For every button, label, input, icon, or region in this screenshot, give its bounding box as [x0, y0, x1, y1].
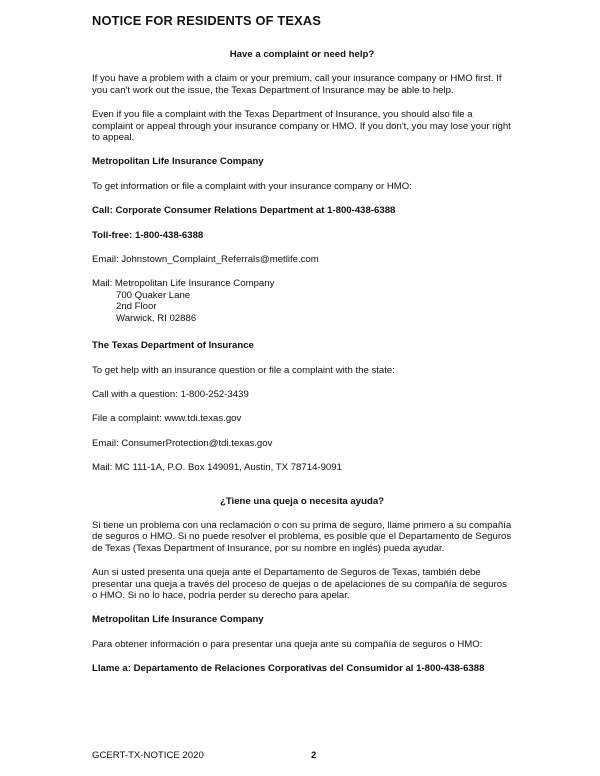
- spanish-section: [92, 496, 512, 675]
- tdi-email-line: Email: ConsumerProtection@tdi.texas.gov: [92, 437, 273, 449]
- company-heading-english: Metropolitan Life Insurance Company: [92, 156, 264, 168]
- company-mail-address: [92, 278, 512, 324]
- mail-address-line-3: 2nd Floor: [116, 301, 157, 313]
- english-section-heading: Have a complaint or need help?: [229, 49, 375, 60]
- mail-address-line-4: Warwick, RI 02886: [116, 312, 197, 324]
- page-title: NOTICE FOR RESIDENTS OF TEXAS: [92, 13, 322, 28]
- tdi-info-line: To get help with an insurance question or file a complaint with the state:: [92, 364, 395, 376]
- tdi-heading: The Texas Department of Insurance: [92, 340, 254, 352]
- tdi-call-line: Call with a question: 1-800-252-3439: [92, 388, 249, 400]
- spanish-paragraph-2: Aun si usted presenta una queja ante el Departamento de Seguros de Texas, también debe presentar una queja a través del proceso de quejas o de apelaciones de su compañía de seguros o HMO. Si no lo hace, podría perder su derecho para apelar.: [92, 567, 507, 601]
- company-email-line: Email: Johnstown_Complaint_Referrals@metlife.com: [92, 254, 319, 266]
- company-call-line: Call: Corporate Consumer Relations Department at 1-800-438-6388: [92, 205, 396, 217]
- english-paragraph-1: If you have a problem with a claim or your premium, call your insurance company or HMO first. If you can't work out the issue, the Texas Department of Insurance may be able to help.: [92, 73, 502, 96]
- english-section: [92, 49, 512, 474]
- company-heading-spanish: Metropolitan Life Insurance Company: [92, 614, 264, 626]
- company-info-line-spanish: Para obtener información o para presentar una queja ante su compañía de seguros o HMO:: [92, 638, 483, 650]
- mail-address-line-1: Mail: Metropolitan Life Insurance Company: [92, 278, 275, 290]
- form-code: GCERT-TX-NOTICE 2020: [92, 750, 204, 761]
- spanish-paragraph-1: Si tiene un problema con una reclamación o con su prima de seguro, llame primero a su compañía de seguros o HMO. Si no puede resolver el problema, es posible que el Departamento de Seguros de Texas (Texas Department of Insurance, por su nombre en inglés) pueda ayudar.: [92, 519, 512, 554]
- page-number: 2: [311, 750, 317, 761]
- tdi-mail-line: Mail: MC 111-1A, P.O. Box 149091, Austin, TX 78714-9091: [92, 462, 342, 474]
- mail-address-line-2: 700 Quaker Lane: [116, 289, 191, 301]
- english-paragraph-2: Even if you file a complaint with the Texas Department of Insurance, you should also file a complaint or appeal through your insurance company or HMO. If you don't, you may lose your right to appeal.: [92, 109, 511, 144]
- company-call-line-spanish: Llame a: Departamento de Relaciones Corporativas del Consumidor al 1-800-438-6388: [92, 663, 485, 675]
- tdi-file-complaint-line: File a complaint: www.tdi.texas.gov: [92, 413, 242, 425]
- spanish-section-heading: ¿Tiene una queja o necesita ayuda?: [219, 495, 385, 507]
- company-tollfree-line: Toll-free: 1-800-438-6388: [92, 229, 204, 241]
- company-info-line: To get information or file a complaint with your insurance company or HMO:: [92, 180, 412, 192]
- document-content: [92, 14, 512, 675]
- page-footer: [92, 750, 600, 762]
